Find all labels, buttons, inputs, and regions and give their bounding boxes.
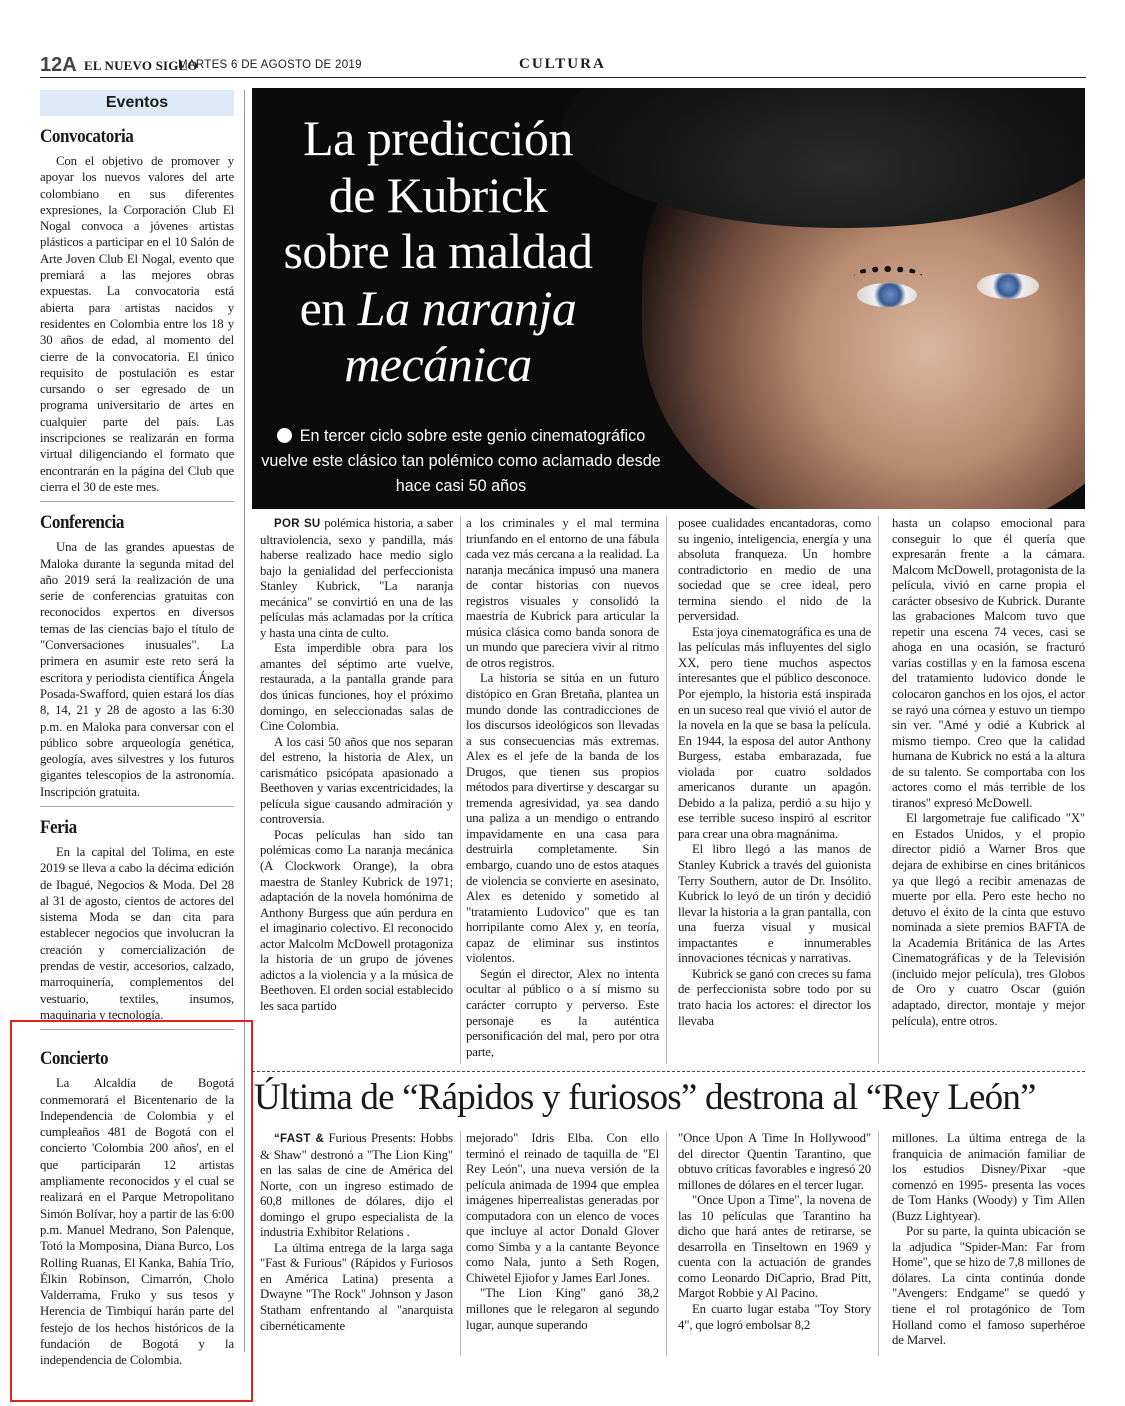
headline-line — [252, 280, 624, 337]
article2-column-4 — [892, 1131, 1085, 1349]
portrait-eye-left — [857, 283, 917, 307]
event-heading-convocatoria: Convocatoria — [40, 126, 134, 147]
headline-line: de Kubrick — [328, 166, 548, 223]
paragraph: En cuarto lugar estaba "Toy Story 4", que logró embolsar 8,2 — [678, 1302, 871, 1332]
article-column-4 — [892, 516, 1085, 1029]
column-rule — [460, 1131, 461, 1356]
header-rule — [40, 77, 1086, 78]
highlight-box — [10, 1020, 253, 1402]
paragraph: mejorado" Idris Elba. Con ello terminó el reinado de taquilla de "El Rey León", una nueva versión de la película animada de 1994 que emplea imágenes hiperrealistas generadas por computadora con un elenco de voces que incluye al actor Donald Glover como Simba y a la cantante Beyonce como Nala, junto a Seth Rogen, Chiwetel Ejiofor y James Earl Jones. — [466, 1131, 659, 1285]
column-rule — [460, 516, 461, 1064]
article-headline — [252, 110, 624, 393]
hero-image — [252, 88, 1085, 509]
paragraph: La última entrega de la larga saga "Fast & Furious" (Rápidos y Furiosos en América Latina) presenta a Dwayne "The Rock" Johnson y Jason Statham enfrentando al "anarquista cibernéticamente — [260, 1240, 453, 1333]
article2-headline: Última de “Rápidos y furiosos” destrona al “Rey León” — [254, 1077, 1036, 1118]
paragraph: Por su parte, la quinta ubicación se la adjudica "Spider-Man: Far from Home", que se hizo de 7,8 millones de dólares. La cinta continúa donde "Avengers: Endgame" se quedó y tiene el rol protagónico de Tom Holland como el famoso superhéroe de Marvel. — [892, 1224, 1085, 1348]
article-subtitle — [252, 424, 670, 499]
paragraph: posee cualidades encantadoras, como su ingenio, inteligencia, energía y una absoluta franqueza. Un hombre contradictorio en medio de una sociedad que se cree ideal, pero termina siendo el nido de la perversidad. — [678, 516, 871, 624]
paragraph: El largometraje fue calificado "X" en Estados Unidos, y el propio director pidió a Warner Bros que dejara de exhibirse en cines británicos ya que llegó a recibir amenazas de muerte por ella. Pero este hecho no detuvo el éxito de la cinta que estuvo nominada a siete premios BAFTA de la Academia Británica de las Artes Cinematográficas y de la Televisión (incluido mejor película), tres Globos de Oro y cuatro Oscar (guión adaptado, director, montaje y mejor película), entre otros. — [892, 811, 1085, 1028]
subtitle-text: En tercer ciclo sobre este genio cinematográfico vuelve este clásico tan polémico como aclamado desde hace casi 50 años — [261, 427, 661, 495]
column-rule — [666, 516, 667, 1064]
article-column-2 — [466, 516, 659, 1060]
event-body-feria: En la capital del Tolima, en este 2019 se lleva a cabo la décima edición de Ibagué, Negocios & Moda. Del 28 al 31 de agosto, cientos de actores del sistema Moda se dan cita para establecer negocios que involucran la creación y comercialización de prendas de vestir, accesorios, calzado, marroquinería, complementos del vestuario, textiles, insumos, maquinaria y tecnología. — [40, 844, 234, 1022]
bullet-icon — [277, 428, 292, 443]
paragraph: polémica historia, a saber ultraviolencia, sexo y pandilla, más haberse realizado hace medio siglo bajo la genialidad del perfeccionista Stanley Kubrick, "La naranja mecánica" se convirtió en una de las películas más aclamadas por la crítica y hasta una cinta de culto. — [260, 516, 453, 640]
divider — [40, 806, 234, 807]
paragraph: Kubrick se ganó con creces su fama de perfeccionista sobre todo por su trato hacia los actores: el director los llevaba — [678, 966, 871, 1028]
column-rule — [666, 1131, 667, 1356]
lead-in: POR SU — [274, 518, 321, 530]
paragraph: Esta joya cinematográfica es una de las películas más influyentes del siglo XX, pero tiene muchos aspectos interesantes que el público desconoce. Por ejemplo, la historia está inspirada en un suceso real que vivió el autor de la novela en la que se basa la película. En 1944, la esposa del autor Anthony Burgess, estaba embarazada, fue violada por cuatro soldados americanos durante un apagón. Debido a la paliza, perdió a su hijo y ese terrible suceso inspiró al escritor para crear una obra magnánima. — [678, 624, 871, 841]
headline-line: sobre la maldad — [283, 223, 593, 279]
event-body-concierto: La Alcaldía de Bogotá conmemorará el Bicentenario de la Independencia de Colombia y el cumpleaños 481 de Bogotá con el concierto 'Colombia 200 años', en el que participarán 12 artistas ampliamente reconocidos y el cual se realizará en el Parque Metropolitano Simón Bolívar, hoy a partir de las 6:00 p.m. Manuel Medrano, Son Palenque, Totó la Momposina, Diana Burco, Los Rolling Ruanas, El Kanka, Bahía Trío, Élkin Robinson, Cimarrón, Cholo Valderrama, Fruko y sus tesos y Herencia de Timbiquí harán parte del festejo de los hechos históricos de la fundación de Bogotá y la independencia de Colombia. — [40, 1076, 234, 1368]
paragraph: hasta un colapso emocional para conseguir lo que él quería que expresarán frente a la cámara. Malcom McDowell, protagonista de la película, vivió en carne propia el carácter obsesivo de Kubrick. Durante las grabaciones Malcom tuvo que repetir una escena 74 veces, casi se ahoga en una ocasión, se fracturó varias costillas y en la famosa escena del tratamiento ludovico donde le colocaron ganchos en los ojos, el actor se rayó una córnea y estuvo un tiempo sin ver. "Amé y odié a Kubrick al mismo tiempo. Creo que la calidad humana de Kubrick no está a la altura de su talento. Se comportaba con los actores como el más terrible de los tiranos" expresó McDowell. — [892, 516, 1085, 810]
column-rule — [878, 1131, 879, 1356]
article-column-3 — [678, 516, 871, 1029]
paragraph: "Once Upon A Time In Hollywood" del director Quentin Tarantino, que obtuvo críticas favorables e ingresó 20 millones de dólares en el tercer lugar. — [678, 1131, 871, 1192]
paragraph: A los casi 50 años que nos separan del estreno, la historia de Alex, un carismático psicópata apasionado a Beethoven y varias excentricidades, la película sigue causando admiración y controversia. — [260, 734, 453, 827]
paragraph: "Once Upon a Time", la novena de las 10 películas que Tarantino ha dicho que hará antes de retirarse, se desarrolla en Tinseltown en 1969 y cuenta con la actuación de grandes como Leonardo DiCaprio, Brad Pitt, Margot Robbie y Al Pacino. — [678, 1193, 871, 1301]
headline-italic: La naranja — [357, 279, 577, 336]
event-heading-conferencia: Conferencia — [40, 512, 125, 534]
paragraph: Esta imperdible obra para los amantes del séptimo arte vuelve, restaurada, a la pantalla grande para dos únicas funciones, hoy el próximo domingo, en seleccionadas salas de Cine Colombia. — [260, 641, 453, 734]
article-column-1 — [260, 516, 453, 1015]
article-divider — [252, 1071, 1085, 1073]
paragraph: Pocas películas han sido tan polémicas como La naranja mecánica (A Clockwork Orange), la obra maestra de Stanley Kubrick de 1971; adaptación de la novela homónima de Anthony Burgess que aún perdura en el imaginario colectivo. El reconocido actor Malcolm McDowell protagoniza la historia de un grupo de jóvenes adictos a la violencia y a la música de Beethoven. El orden social establecido les saca partido — [260, 827, 453, 1013]
section-title: CULTURA — [519, 56, 606, 72]
portrait-hat — [562, 88, 1085, 228]
masthead: EL NUEVO SIGLO — [84, 58, 198, 73]
headline-line: mecánica — [344, 336, 532, 392]
portrait-eye-right — [977, 273, 1039, 299]
lead-in: “FAST & — [274, 1133, 325, 1145]
paragraph: "The Lion King" ganó 38,2 millones que le relegaron al segundo lugar, aunque superando — [466, 1286, 659, 1332]
paragraph: La historia se sitúa en un futuro distópico en Gran Bretaña, plantea un mundo donde las contradicciones de los discursos ideológicos son llevadas a sus consecuencias más extremas. Alex es el jefe de la banda de los Drugos, que tienen sus propios métodos para divertirse y descargar su tremenda agresividad, ya sea dando una paliza a un mendigo o entrando impavidamente en una casa para destruirla completamente. Sin embargo, cuando uno de estos ataques de violencia se convierte en asesinato, Alex es detenido y sometido al "tratamiento Ludovico" que es tan horripilante como Alex y, en teoría, capaz de eliminar sus instintos violentos. — [466, 671, 659, 966]
article2-column-1 — [260, 1131, 453, 1334]
paragraph: a los criminales y el mal termina triunfando en el entorno de una fábula cada vez más cercana a la realidad. La naranja mecánica impusó una manera de contar historias con nuevos registros visuales y consolidó la maestría de Kubrick para articular la música clásica como banda sonora de un mundo que pareciera vivir al ritmo de otros registros. — [466, 516, 659, 670]
paragraph: Según el director, Alex no intenta ocultar al público o a sí mismo su carácter corrupto y perverso. Este personaje es la auténtica personificación del mal, pero por otra parte, — [466, 966, 659, 1059]
column-rule — [878, 516, 879, 1064]
event-heading-feria: Feria — [40, 816, 77, 838]
paragraph: millones. La última entrega de la franquicia de animación familiar de los estudios Disney/Pixar -que comenzó en 1995- presenta las voces de Tom Hanks (Woody) y Tim Allen (Buzz Lightyear). — [892, 1131, 1085, 1223]
event-body-conferencia: Una de las grandes apuestas de Maloka durante la segunda mitad del año 2019 será la realización de una serie de conferencias gratuitas con reconocidos expertos en diversos temas de las ciencias bajo el título de "Conversaciones inusuales". La primera en asumir este reto será la escritora y periodista científica Ángela Posada-Swafford, quien estará los días 8, 14, 21 y 28 de agosto a las 6:30 p.m. en Maloka para conversar con el público sobre arqueología genética, geología, aves silvestres y los futuros gigantes telescopios de la astronomía. Inscripción gratuita. — [40, 540, 234, 799]
page-number: 12A — [40, 54, 77, 76]
event-heading-concierto: Concierto — [40, 1048, 109, 1070]
event-body-convocatoria: Con el objetivo de promover y apoyar los nuevos valores del arte colombiano en sus diferentes expresiones, la Corporación Club El Nogal convoca a jóvenes artistas plásticos a participar en el 10 Salón de Arte Joven Club El Nogal, evento que premiará a las mejores obras expuestas. La convocatoria está abierta para artistas nacidos y residentes en Colombia entre los 18 y 30 años de edad, al momento del cierre de la convocatoria. El único requisito de postulación es estar cursando o ser egresado de un programa universitario de artes en cualquier parte del país. Las inscripciones se realizarán en forma virtual diligenciando el formato que encontrarán en la página del Club que cierra el 30 de este mes. — [40, 154, 234, 494]
issue-date: MARTES 6 DE AGOSTO DE 2019 — [178, 59, 362, 71]
headline-text: en — [299, 279, 358, 336]
paragraph: Furious Presents: Hobbs & Shaw" destronó a "The Lion King" en las salas de cine de América del Norte, con un ingreso estimado de 60,8 millones de dólares, dijo el domingo el grupo especialista de la industria Exhibitor Relations . — [260, 1131, 453, 1240]
article2-column-2 — [466, 1131, 659, 1333]
article2-column-3 — [678, 1131, 871, 1333]
headline-line: La predicción — [303, 110, 573, 166]
events-title: Eventos — [40, 90, 234, 116]
divider — [40, 501, 234, 502]
paragraph: El libro llegó a las manos de Stanley Kubrick a través del guionista Terry Southern, autor de Dr. Insólito. Kubrick lo leyó de un tirón y decidió llevar la historia a la gran pantalla, con una fuerza visual y musical impactantes e innumerables innovaciones técnicas y narrativas. — [678, 842, 871, 966]
